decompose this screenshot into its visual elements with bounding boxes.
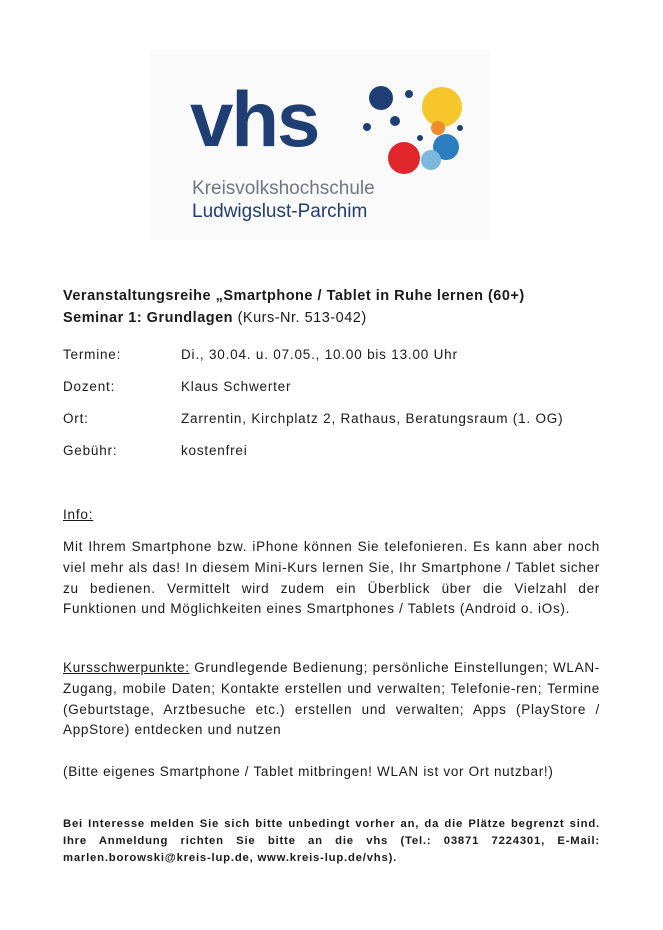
detail-value: Di., 30.04. u. 07.05., 10.00 bis 13.00 Uhr [181, 347, 458, 362]
detail-value: Klaus Schwerter [181, 379, 292, 394]
detail-value: Zarrentin, Kirchplatz 2, Rathaus, Beratungsraum (1. OG) [181, 411, 564, 426]
focus-paragraph [63, 658, 600, 741]
logo-line-2: Ludwigslust-Parchim [192, 201, 368, 222]
logo-dot-yellow [422, 87, 462, 127]
detail-value: kostenfrei [181, 443, 248, 458]
logo-dot-navy-tiny [405, 90, 413, 98]
detail-label: Termine: [63, 347, 122, 362]
detail-row-fee [63, 442, 248, 460]
logo-dot-navy-large [369, 86, 393, 110]
focus-label: Kursschwerpunkte: [63, 660, 190, 675]
logo-dot-navy-small [390, 116, 400, 126]
logo-dot-red [388, 142, 420, 174]
info-label: Info: [63, 507, 94, 522]
course-number: (Kurs-Nr. 513-042) [237, 310, 367, 326]
logo-line-1: Kreisvolkshochschule [192, 178, 375, 199]
detail-label: Dozent: [63, 379, 116, 394]
logo-dot-navy-right [457, 125, 463, 131]
detail-label: Ort: [63, 411, 89, 426]
logo-dot-navy-left [363, 123, 371, 131]
detail-label: Gebühr: [63, 443, 118, 458]
series-prefix: Veranstaltungsreihe „ [63, 288, 224, 304]
bring-device-note: (Bitte eigenes Smartphone / Tablet mitbringen! WLAN ist vor Ort nutzbar!) [63, 764, 554, 779]
logo-wordmark: vhs [190, 75, 319, 163]
logo-dot-navy-micro [417, 135, 423, 141]
detail-row-location [63, 410, 564, 428]
series-title: Smartphone / Tablet in Ruhe lernen (60+) [223, 288, 525, 304]
info-paragraph: Mit Ihrem Smartphone bzw. iPhone können Sie telefonieren. Es kann aber noch viel mehr als das! In diesem Mini-Kurs lernen Sie, Ihr Smartphone / Tablet sicher zu bedienen. Vermittelt wird zudem ein Überblick über die Vielzahl der Funktionen und Möglichkeiten eines Smartphones / Tablets (Android o. iOs). [63, 539, 600, 617]
logo-dots-graphic [0, 0, 663, 300]
detail-row-lecturer [63, 378, 292, 396]
registration-footer: Bei Interesse melden Sie sich bitte unbedingt vorher an, da die Plätze begrenzt sind. Ihre Anmeldung richten Sie bitte an die vhs (Tel.: 03871 7224301, E-Mail: marlen.borowski@kreis-lup.de, www.kreis-lup.de/vhs). [63, 818, 600, 865]
series-heading [63, 287, 525, 305]
logo-dot-orange [431, 121, 445, 135]
detail-row-dates [63, 346, 458, 364]
focus-text: Grundlegende Bedienung; persönliche Einstellungen; WLAN-Zugang, mobile Daten; Kontakte erstellen und verwalten; Telefonie-ren; Termine (Geburtstage, Arztbesuche etc.) erstellen und verwalten; Apps (PlayStore / AppStore) entdecken und nutzen [63, 660, 600, 738]
seminar-title: Seminar 1: Grundlagen [63, 310, 234, 326]
seminar-heading [63, 309, 367, 327]
logo-dot-lightblue [421, 150, 441, 170]
